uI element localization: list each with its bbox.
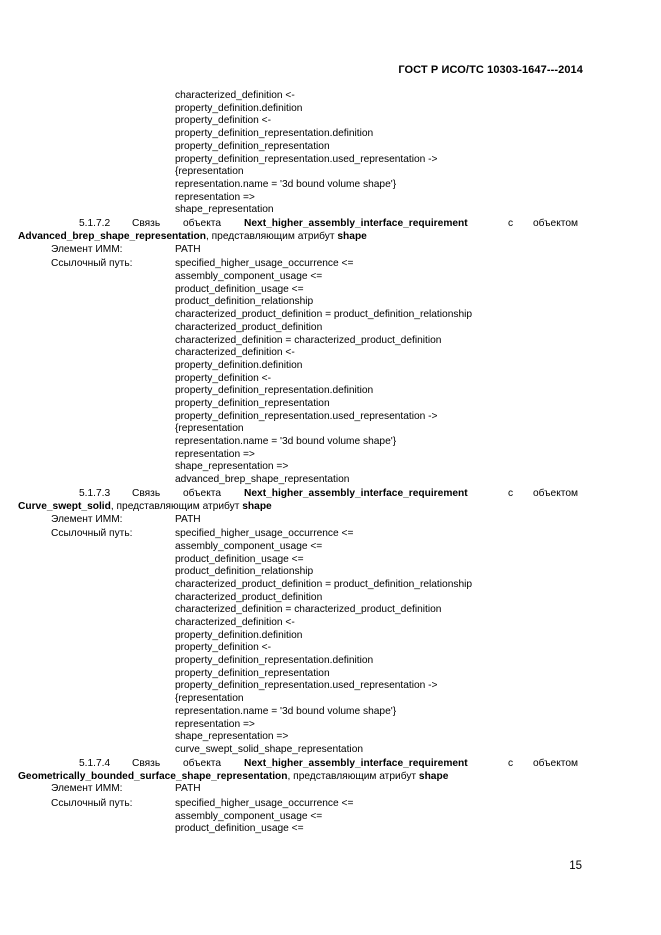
reference-path-line <box>0 284 661 297</box>
reference-path-text: representation => <box>175 718 255 730</box>
reference-path-text: characterized_product_definition = product_definition_relationship <box>175 578 473 590</box>
reference-path-line <box>0 541 661 554</box>
reference-path-line <box>0 335 661 348</box>
target-entity-name: Geometrically_bounded_surface_shape_representation <box>18 770 288 782</box>
reference-path-text: advanced_brep_shape_representation <box>175 474 350 486</box>
heading-word: Связь <box>132 757 161 769</box>
heading-text: , представляющим атрибут <box>205 231 338 243</box>
reference-path-line <box>0 474 661 487</box>
heading-word: с <box>508 487 514 499</box>
reference-path-text: characterized_product_definition <box>175 321 323 333</box>
reference-path-line <box>0 373 661 386</box>
entity-name: Next_higher_assembly_interface_requirement <box>244 487 468 499</box>
heading-text: , представляющим атрибут <box>110 500 243 512</box>
reference-path-line <box>0 604 661 617</box>
section-number: 5.1.7.2 <box>79 218 111 230</box>
reference-path-text: property_definition_representation.used_representation -> <box>175 410 438 422</box>
entity-name: Next_higher_assembly_interface_requirement <box>244 757 468 769</box>
aim-element-value: PATH <box>175 243 201 255</box>
reference-path-text: property_definition_representation <box>175 667 330 679</box>
reference-path-line <box>0 719 661 732</box>
reference-path-line <box>0 461 661 474</box>
reference-path-line <box>0 798 661 811</box>
heading-word: Связь <box>132 487 161 499</box>
reference-path-text: assembly_component_usage <= <box>175 810 323 822</box>
code-line: representation => <box>175 191 255 203</box>
reference-path-line <box>0 398 661 411</box>
link-section <box>0 758 661 836</box>
reference-path-line <box>0 347 661 360</box>
page-number: 15 <box>569 860 582 872</box>
reference-path-text: property_definition_representation.definition <box>175 655 374 667</box>
reference-path-text: property_definition_representation.used_representation -> <box>175 680 438 692</box>
reference-path-text: characterized_definition <- <box>175 617 295 628</box>
reference-path-line <box>0 271 661 284</box>
reference-path-text: characterized_definition = characterized_product_definition <box>175 604 442 616</box>
section-heading-continuation <box>0 501 661 514</box>
reference-path-line <box>0 411 661 424</box>
heading-word: Связь <box>132 218 161 230</box>
reference-path-line <box>0 655 661 668</box>
reference-path-line <box>0 744 661 757</box>
code-line: property_definition.definition <box>175 102 303 114</box>
heading-word: с <box>508 218 514 230</box>
heading-word: объекта <box>183 757 221 769</box>
reference-path-line <box>0 449 661 462</box>
heading-word: объектом <box>533 487 578 499</box>
document-code-header: ГОСТ Р ИСО/ТС 10303-1647---2014 <box>398 64 583 76</box>
reference-path-line <box>0 566 661 579</box>
attribute-name: shape <box>242 500 272 512</box>
aim-element-row <box>0 244 661 257</box>
reference-path-text: {representation <box>175 693 244 705</box>
reference-path-line <box>0 706 661 719</box>
code-line: characterized_definition <- <box>175 90 295 101</box>
reference-path-text: specified_higher_usage_occurrence <= <box>175 258 354 270</box>
reference-path-line <box>0 360 661 373</box>
heading-word: объекта <box>183 218 221 230</box>
reference-path-text: property_definition_representation.definition <box>175 385 374 397</box>
reference-path-line <box>0 630 661 643</box>
reference-path-line <box>0 592 661 605</box>
reference-path-line <box>0 436 661 449</box>
reference-path-line <box>0 322 661 335</box>
reference-path-line <box>0 258 661 271</box>
target-entity-name: Curve_swept_solid <box>18 500 111 512</box>
reference-path-text: specified_higher_usage_occurrence <= <box>175 797 354 809</box>
aim-element-label: Элемент ИММ: <box>51 513 123 525</box>
link-section <box>0 488 661 757</box>
reference-path-text: property_definition_representation <box>175 397 330 409</box>
reference-path-text: representation.name = '3d bound volume shape'} <box>175 436 397 448</box>
reference-path-line <box>0 668 661 681</box>
reference-path-line <box>0 823 661 836</box>
code-line: property_definition <- <box>175 115 271 127</box>
continuation-code-block <box>0 90 661 217</box>
reference-path-text: shape_representation => <box>175 461 289 473</box>
code-line: property_definition_representation <box>175 140 330 152</box>
aim-element-row <box>0 783 661 796</box>
reference-path-line <box>0 423 661 436</box>
reference-path-line <box>0 680 661 693</box>
reference-path-text: shape_representation => <box>175 731 289 743</box>
reference-path-label: Ссылочный путь: <box>51 797 133 809</box>
reference-path-text: specified_higher_usage_occurrence <= <box>175 528 354 540</box>
reference-path-text: {representation <box>175 423 244 435</box>
reference-path-line <box>0 579 661 592</box>
section-number: 5.1.7.3 <box>79 487 111 499</box>
reference-path-line <box>0 309 661 322</box>
heading-text: , представляющим атрибут <box>287 770 419 782</box>
heading-word: с <box>508 757 514 769</box>
aim-element-label: Элемент ИММ: <box>51 243 123 255</box>
code-line: property_definition_representation.used_representation -> <box>175 153 438 165</box>
section-heading <box>0 218 661 231</box>
reference-path-text: assembly_component_usage <= <box>175 271 323 283</box>
code-line: representation.name = '3d bound volume shape'} <box>175 178 397 190</box>
entity-name: Next_higher_assembly_interface_requirement <box>244 218 468 230</box>
sections-container <box>0 218 661 836</box>
reference-path-text: product_definition_usage <= <box>175 553 304 565</box>
reference-path-text: property_definition.definition <box>175 629 303 641</box>
reference-path-text: product_definition_relationship <box>175 566 314 578</box>
aim-element-row <box>0 514 661 527</box>
reference-path-text: property_definition <- <box>175 642 271 654</box>
reference-path-text: product_definition_usage <= <box>175 823 304 835</box>
section-heading <box>0 488 661 501</box>
reference-path-text: product_definition_usage <= <box>175 283 304 295</box>
aim-element-value: PATH <box>175 513 201 525</box>
reference-path-line <box>0 296 661 309</box>
reference-path-label: Ссылочный путь: <box>51 258 133 270</box>
heading-word: объектом <box>533 218 578 230</box>
code-line: property_definition_representation.definition <box>175 128 374 140</box>
target-entity-name: Advanced_brep_shape_representation <box>18 231 206 243</box>
reference-path-text: property_definition <- <box>175 372 271 384</box>
reference-path-text: curve_swept_solid_shape_representation <box>175 743 364 755</box>
reference-path-text: property_definition.definition <box>175 359 303 371</box>
reference-path-line <box>0 811 661 824</box>
reference-path-text: characterized_product_definition <box>175 591 323 603</box>
reference-path-text: characterized_definition <- <box>175 347 295 359</box>
reference-path-line <box>0 617 661 630</box>
section-heading-continuation <box>0 231 661 244</box>
section-heading <box>0 758 661 771</box>
aim-element-label: Элемент ИММ: <box>51 783 123 795</box>
reference-path-line <box>0 385 661 398</box>
reference-path-text: characterized_definition = characterized_product_definition <box>175 334 442 346</box>
code-line: {representation <box>175 166 244 178</box>
document-body <box>0 90 661 836</box>
attribute-name: shape <box>418 770 449 782</box>
heading-word: объектом <box>533 757 578 769</box>
code-line: shape_representation <box>175 204 274 216</box>
section-number: 5.1.7.4 <box>79 757 111 769</box>
section-heading-continuation <box>0 771 661 784</box>
reference-path-text: characterized_product_definition = product_definition_relationship <box>175 309 473 321</box>
reference-path-line <box>0 554 661 567</box>
reference-path-text: representation => <box>175 448 255 460</box>
reference-path-text: product_definition_relationship <box>175 296 314 308</box>
link-section <box>0 218 661 487</box>
attribute-name: shape <box>337 231 367 243</box>
reference-path-text: assembly_component_usage <= <box>175 540 323 552</box>
heading-word: объекта <box>183 487 221 499</box>
reference-path-text: representation.name = '3d bound volume shape'} <box>175 705 397 717</box>
reference-path-label: Ссылочный путь: <box>51 528 133 540</box>
reference-path-line <box>0 528 661 541</box>
aim-element-value: PATH <box>175 783 201 795</box>
reference-path-line <box>0 731 661 744</box>
reference-path-line <box>0 693 661 706</box>
reference-path-line <box>0 642 661 655</box>
